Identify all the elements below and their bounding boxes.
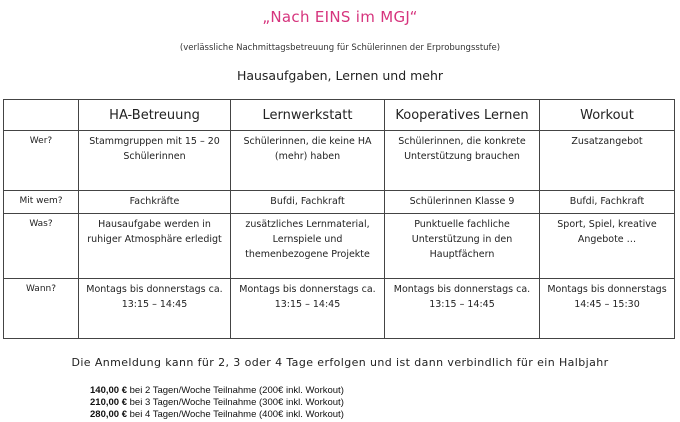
table-cell: Punktuelle fachliche Unterstützung in den Hauptfächern xyxy=(385,214,540,279)
table-cell: Sport, Spiel, kreative Angebote … xyxy=(540,214,675,279)
section-heading: Hausaufgaben, Lernen und mehr xyxy=(236,68,444,83)
column-header: Lernwerkstatt xyxy=(231,100,385,131)
table-cell: zusätzliches Lernmaterial, Lernspiele und themenbezogene Projekte xyxy=(231,214,385,279)
table-cell: Montags bis donnerstags ca. 13:15 – 14:45 xyxy=(231,279,385,339)
table-cell: Schülerinnen, die keine HA (mehr) haben xyxy=(231,131,385,191)
page-title: „Nach EINS im MGJ“ xyxy=(262,8,418,26)
table-row xyxy=(4,279,675,339)
table-row xyxy=(4,191,675,214)
table-cell: Montags bis donnerstags ca. 13:15 – 14:45 xyxy=(79,279,231,339)
price-amount: 210,00 € xyxy=(90,397,127,408)
price-description: bei 4 Tagen/Woche Teilnahme (400€ inkl. Workout) xyxy=(129,409,344,420)
table-cell: Schülerinnen, die konkrete Unterstützung brauchen xyxy=(385,131,540,191)
price-item xyxy=(90,397,344,409)
table-cell: Montags bis donnerstags 14:45 – 15:30 xyxy=(540,279,675,339)
table-header-row xyxy=(4,100,675,131)
table-row xyxy=(4,131,675,191)
column-header: Kooperatives Lernen xyxy=(385,100,540,131)
row-label: Mit wem? xyxy=(4,191,79,214)
price-list xyxy=(90,385,344,421)
table-cell: Bufdi, Fachkraft xyxy=(231,191,385,214)
table-row xyxy=(4,214,675,279)
row-label: Wer? xyxy=(4,131,79,191)
price-amount: 280,00 € xyxy=(90,409,127,420)
price-item xyxy=(90,409,344,421)
enrollment-note: Die Anmeldung kann für 2, 3 oder 4 Tage erfolgen und ist dann verbindlich für ein Halbjahr xyxy=(71,356,609,369)
row-label: Was? xyxy=(4,214,79,279)
table-cell: Fachkräfte xyxy=(79,191,231,214)
table-cell: Zusatzangebot xyxy=(540,131,675,191)
page-subtitle: (verlässliche Nachmittagsbetreuung für Schülerinnen der Erprobungsstufe) xyxy=(179,43,501,53)
column-header: HA-Betreuung xyxy=(79,100,231,131)
price-amount: 140,00 € xyxy=(90,385,127,396)
table-cell: Bufdi, Fachkraft xyxy=(540,191,675,214)
table-cell: Stammgruppen mit 15 – 20 Schülerinnen xyxy=(79,131,231,191)
table-cell: Schülerinnen Klasse 9 xyxy=(385,191,540,214)
table-cell: Hausaufgabe werden in ruhiger Atmosphäre erledigt xyxy=(79,214,231,279)
price-item xyxy=(90,385,344,397)
table-cell: Montags bis donnerstags ca. 13:15 – 14:45 xyxy=(385,279,540,339)
offer-table xyxy=(3,99,675,339)
column-header: Workout xyxy=(540,100,675,131)
price-description: bei 3 Tagen/Woche Teilnahme (300€ inkl. Workout) xyxy=(129,397,344,408)
price-description: bei 2 Tagen/Woche Teilnahme (200€ inkl. Workout) xyxy=(129,385,344,396)
corner-cell xyxy=(4,100,79,131)
row-label: Wann? xyxy=(4,279,79,339)
